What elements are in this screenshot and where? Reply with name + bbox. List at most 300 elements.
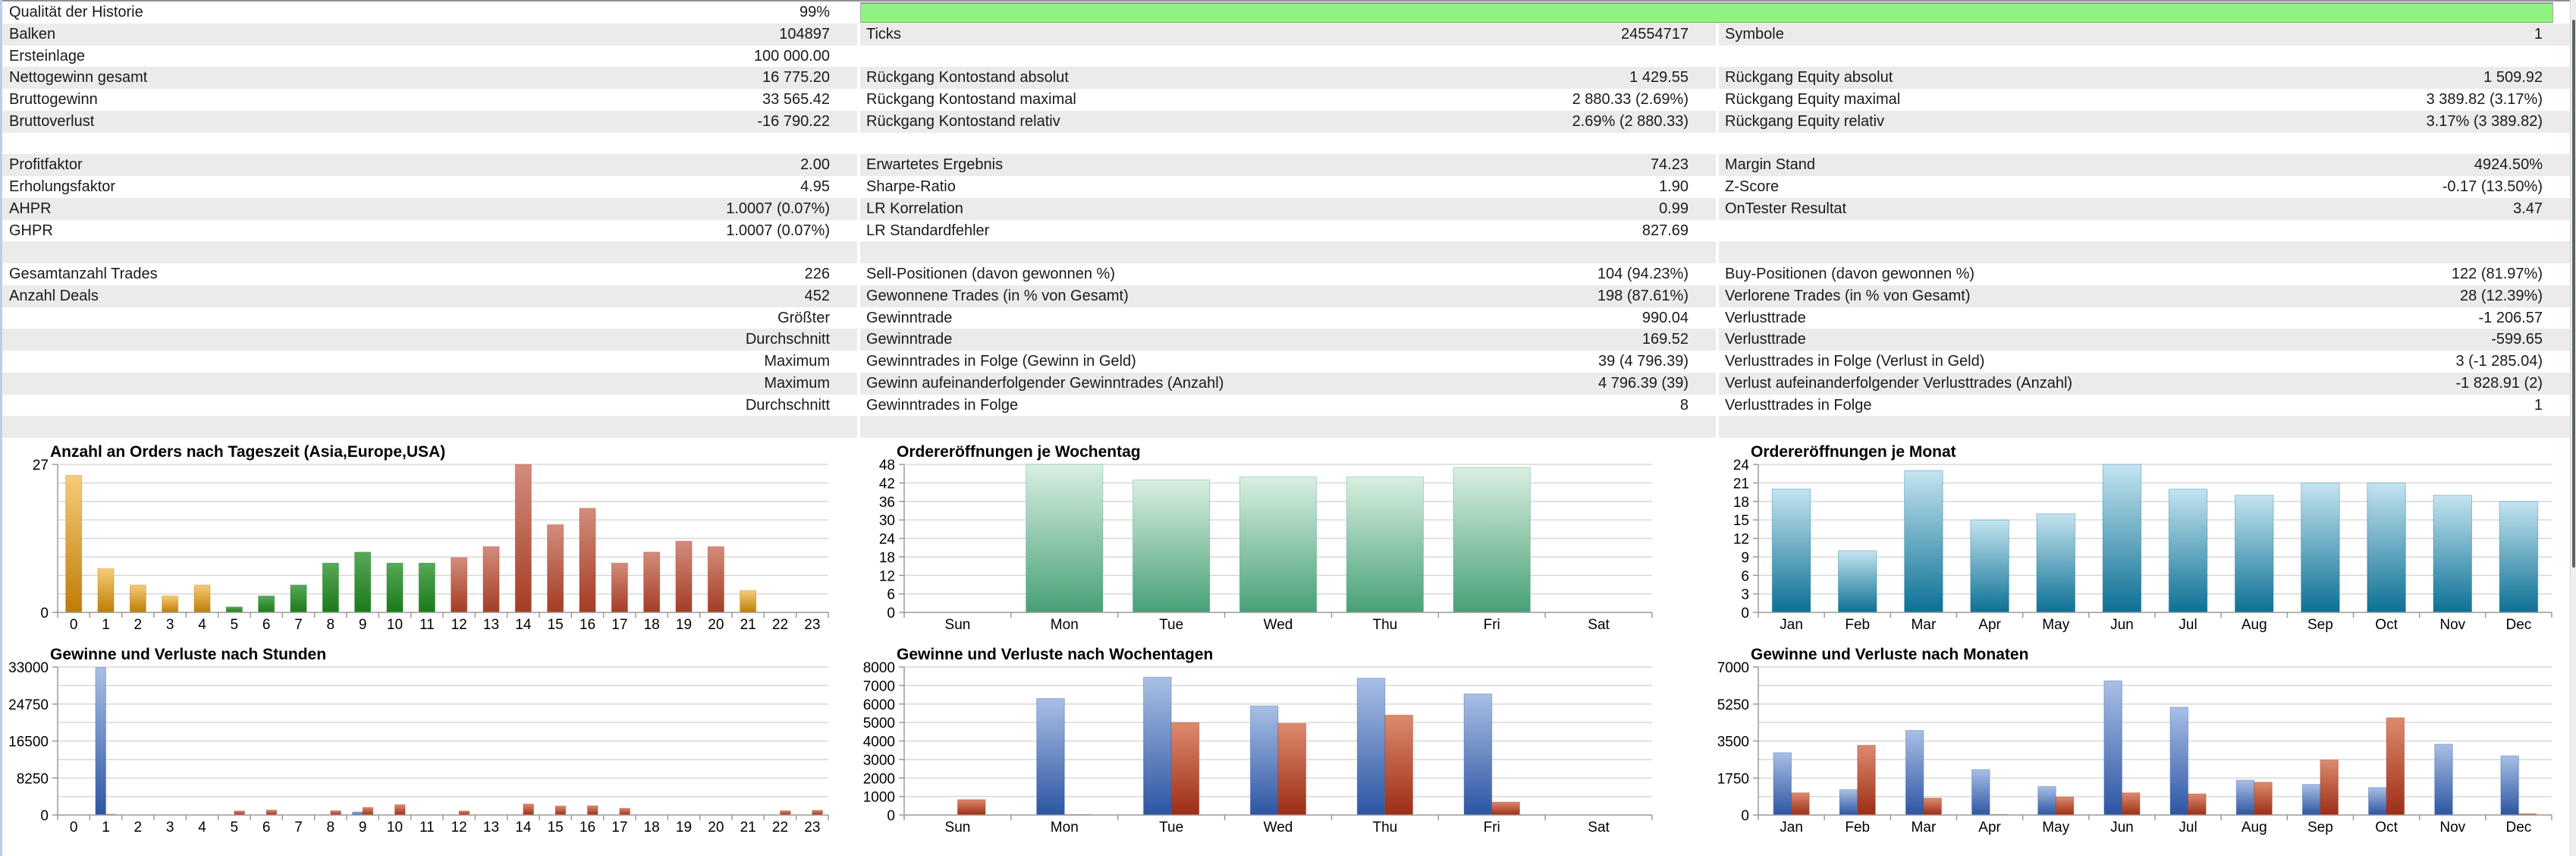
stat-label: Rückgang Equity absolut: [1725, 69, 1893, 87]
x-category-label: 21: [740, 617, 756, 633]
x-category-label: Dec: [2505, 820, 2532, 836]
bar-orders-4: [194, 585, 210, 612]
bar-verluste-Thu: [1385, 715, 1413, 815]
bar-verluste-8: [331, 810, 341, 815]
stat-label: Nettogewinn gesamt: [9, 69, 148, 87]
y-tick-label: 48: [878, 458, 895, 474]
bar-orders-9: [355, 552, 371, 612]
stat-label: Gesamtanzahl Trades: [9, 266, 158, 282]
stat-label: Symbole: [1725, 25, 1784, 42]
bar-verluste-22: [781, 810, 791, 815]
stat-label: OnTester Resultat: [1725, 200, 1847, 217]
x-category-label: Sep: [2307, 617, 2333, 633]
y-tick-label: 0: [40, 808, 49, 824]
x-category-label: Sat: [1588, 820, 1610, 836]
bar-orders-May: [2037, 514, 2075, 612]
stat-label: Qualität der Historie: [9, 4, 143, 20]
stat-cell: [857, 373, 1716, 395]
x-category-label: Thu: [1372, 617, 1398, 633]
stat-value: 104 (94.23%): [1597, 266, 1689, 282]
bar-orders-11: [419, 563, 435, 612]
stat-cell: [0, 46, 857, 68]
bar-orders-16: [580, 508, 595, 612]
scrollbar-thumb[interactable]: [2572, 20, 2575, 568]
bar-orders-Aug: [2235, 496, 2273, 612]
x-category-label: Mar: [1911, 617, 1937, 633]
stat-cell: [1716, 46, 2570, 68]
y-tick-label: 8250: [16, 771, 49, 788]
bar-orders-Jul: [2169, 489, 2207, 613]
stat-value: 1: [2534, 25, 2543, 42]
chart-title: Gewinne und Verluste nach Monaten: [1751, 647, 2029, 663]
bar-verluste-Jan: [1792, 793, 1810, 815]
stat-value: Durchschnitt: [745, 396, 830, 414]
y-tick-label: 8000: [862, 660, 895, 676]
x-category-label: Tue: [1159, 820, 1184, 836]
x-category-label: 1: [102, 820, 110, 836]
y-tick-label: 24750: [8, 697, 49, 713]
stat-cell: [1716, 89, 2570, 111]
stat-label: LR Korrelation: [866, 200, 963, 217]
bar-gewinne-Jan: [1773, 753, 1792, 815]
stat-value: 3.47: [2513, 200, 2543, 217]
x-category-label: Wed: [1263, 820, 1293, 836]
x-category-label: 20: [708, 820, 724, 836]
x-category-label: Feb: [1845, 617, 1871, 633]
x-category-label: Apr: [1978, 617, 2001, 633]
x-category-label: Sun: [944, 820, 971, 836]
stat-value: 1.90: [1659, 178, 1689, 195]
x-category-label: Fri: [1483, 820, 1500, 836]
stat-cell: [1716, 24, 2570, 46]
stat-label: Sell-Positionen (davon gewonnen %): [866, 266, 1115, 282]
vertical-scrollbar[interactable]: [2570, 0, 2576, 856]
stat-cell: [857, 89, 1716, 111]
y-tick-label: 3: [1741, 587, 1749, 603]
x-category-label: 12: [451, 820, 467, 836]
stat-cell: [1716, 351, 2570, 373]
bar-gewinne-Apr: [1972, 769, 1990, 815]
stat-cell: [857, 241, 1716, 263]
bar-orders-0: [66, 475, 82, 612]
stat-value: 226: [804, 266, 830, 282]
stat-label: Gewinntrades in Folge (Gewinn in Geld): [866, 353, 1136, 370]
bar-orders-10: [387, 563, 403, 612]
x-category-label: Jun: [2110, 820, 2134, 836]
bar-verluste-14: [523, 804, 534, 815]
bar-gewinne-1: [96, 668, 106, 815]
stat-cell: [0, 198, 857, 220]
chart-title: Ordereröffnungen je Monat: [1751, 444, 1956, 461]
bar-orders-20: [708, 546, 724, 612]
x-category-label: 14: [515, 820, 532, 836]
stat-cell: [0, 111, 857, 133]
bar-orders-21: [740, 590, 756, 612]
bar-orders-Sep: [2301, 483, 2340, 612]
stat-cell: [857, 307, 1716, 329]
bar-orders-12: [451, 558, 467, 612]
stat-label: Gewinntrade: [866, 331, 953, 348]
stat-cell: [0, 395, 857, 417]
stat-value: 3 (-1 285.04): [2455, 353, 2543, 370]
stat-cell: [857, 285, 1716, 307]
stat-cell: [857, 176, 1716, 198]
stat-cell: [1716, 67, 2570, 89]
y-tick-label: 27: [32, 458, 49, 474]
y-tick-label: 5250: [1717, 697, 1749, 713]
window-top-border: [0, 0, 2576, 2]
x-category-label: 5: [230, 820, 239, 836]
stat-cell: [0, 67, 857, 89]
bar-gewinne-Wed: [1250, 706, 1278, 815]
stat-value: 104897: [779, 25, 830, 42]
x-category-label: Mon: [1050, 820, 1079, 836]
x-category-label: 8: [326, 820, 335, 836]
bar-orders-3: [162, 596, 178, 612]
stat-cell: [1716, 241, 2570, 263]
bar-verluste-Sep: [2320, 760, 2339, 815]
stat-cell: [857, 416, 1716, 438]
x-category-label: 8: [326, 617, 335, 633]
stat-value: 452: [804, 287, 830, 304]
stat-cell: [857, 24, 1716, 46]
bar-orders-Mar: [1905, 470, 1943, 612]
stat-cell: [1716, 111, 2570, 133]
y-tick-label: 3000: [862, 752, 895, 769]
chart-title: Anzahl an Orders nach Tageszeit (Asia,Europe,USA): [50, 444, 446, 461]
x-category-label: Fri: [1483, 617, 1500, 633]
stat-label: GHPR: [9, 222, 53, 239]
bar-gewinne-Sep: [2302, 785, 2320, 815]
bar-verluste-5: [234, 811, 245, 815]
bar-orders-17: [611, 563, 627, 612]
bar-gewinne-Jun: [2104, 681, 2122, 815]
stat-cell: [1716, 133, 2570, 155]
x-category-label: 2: [134, 617, 143, 633]
chart-profit-loss-by-weekday: [857, 647, 1658, 842]
x-category-label: 15: [547, 820, 564, 836]
x-category-label: Jan: [1780, 617, 1803, 633]
stat-label: Buy-Positionen (davon gewonnen %): [1725, 266, 1975, 282]
bar-gewinne-Nov: [2435, 744, 2453, 815]
stat-label: Erholungsfaktor: [9, 178, 116, 195]
stat-value: 39 (4 796.39): [1598, 353, 1689, 370]
chart-title: Ordereröffnungen je Wochentag: [897, 444, 1141, 461]
x-category-label: Aug: [2241, 820, 2267, 836]
bar-orders-7: [291, 585, 306, 612]
stat-cell: [1716, 176, 2570, 198]
y-tick-label: 12: [1733, 531, 1749, 548]
bar-orders-8: [322, 563, 338, 612]
stat-cell: [1716, 285, 2570, 307]
x-category-label: Aug: [2241, 617, 2267, 633]
stat-value: 198 (87.61%): [1597, 287, 1689, 304]
chart-profit-loss-by-hour: [0, 647, 834, 842]
stat-cell: [0, 263, 857, 285]
x-category-label: Apr: [1978, 820, 2001, 836]
stat-value: 100 000.00: [753, 47, 830, 65]
bar-gewinne-Fri: [1464, 694, 1492, 815]
stat-cell: [0, 24, 857, 46]
stat-cell: [0, 154, 857, 176]
stat-cell: [0, 2, 857, 24]
stat-label: Anzahl Deals: [9, 287, 99, 304]
y-tick-label: 1750: [1717, 771, 1749, 788]
x-category-label: 22: [771, 820, 789, 836]
x-category-label: Jun: [2110, 617, 2134, 633]
stat-value: Maximum: [764, 353, 830, 370]
stat-label: Gewinntrades in Folge: [866, 396, 1019, 414]
x-category-label: 11: [419, 617, 435, 633]
x-category-label: 0: [69, 617, 78, 633]
x-category-label: 3: [165, 617, 174, 633]
x-category-label: 9: [358, 617, 367, 633]
stat-value: 4924.50%: [2474, 156, 2543, 174]
stat-value: 2 880.33 (2.69%): [1572, 91, 1689, 108]
bar-orders-Thu: [1346, 477, 1423, 612]
y-tick-label: 0: [887, 808, 895, 824]
bar-orders-Mon: [1026, 464, 1103, 612]
y-tick-label: 6: [1741, 568, 1749, 585]
x-category-label: 14: [515, 617, 532, 633]
stat-label: Z-Score: [1725, 178, 1780, 195]
x-category-label: 20: [708, 617, 724, 633]
chart-title: Gewinne und Verluste nach Wochentagen: [897, 647, 1214, 663]
bar-verluste-9: [363, 807, 373, 815]
bar-verluste-12: [459, 811, 470, 815]
bar-gewinne-Oct: [2369, 788, 2387, 815]
stat-cell: [0, 329, 857, 351]
x-category-label: 19: [675, 820, 693, 836]
y-tick-label: 42: [878, 476, 895, 493]
bar-verluste-23: [812, 810, 823, 815]
bar-verluste-17: [620, 808, 630, 815]
x-category-label: Dec: [2505, 617, 2532, 633]
x-category-label: 3: [165, 820, 174, 836]
stat-label: Rückgang Equity relativ: [1725, 112, 1885, 130]
x-category-label: 22: [771, 617, 789, 633]
stat-cell: [0, 220, 857, 242]
stat-value: 2.00: [800, 156, 830, 174]
x-category-label: 17: [611, 617, 628, 633]
bar-orders-6: [259, 596, 275, 612]
x-category-label: Nov: [2439, 617, 2466, 633]
y-tick-label: 1000: [862, 789, 895, 806]
stat-label: Gewonnene Trades (in % von Gesamt): [866, 287, 1129, 304]
bar-orders-Apr: [1971, 520, 2009, 612]
stat-label: Verlusttrade: [1725, 309, 1806, 326]
stat-cell: [1716, 198, 2570, 220]
stat-label: LR Standardfehler: [866, 222, 990, 239]
stat-label: Sharpe-Ratio: [866, 178, 956, 195]
stat-value: 16 775.20: [762, 69, 830, 87]
bar-verluste-15: [555, 806, 566, 815]
stat-cell: [1716, 154, 2570, 176]
stat-label: Erwartetes Ergebnis: [866, 156, 1004, 174]
bar-orders-Oct: [2367, 483, 2406, 612]
x-category-label: 2: [134, 820, 143, 836]
x-category-label: 6: [262, 820, 271, 836]
y-tick-label: 24: [878, 531, 895, 548]
stat-value: 28 (12.39%): [2460, 287, 2543, 304]
y-tick-label: 33000: [8, 660, 49, 676]
stat-cell: [857, 154, 1716, 176]
bar-orders-Feb: [1838, 551, 1877, 612]
stat-label: Ersteinlage: [9, 47, 86, 65]
x-category-label: Jul: [2179, 617, 2197, 633]
x-category-label: 18: [643, 617, 660, 633]
bar-gewinne-Dec: [2501, 756, 2519, 815]
x-category-label: May: [2042, 820, 2070, 836]
stat-cell: [0, 176, 857, 198]
chart-orders-by-hour: [0, 444, 834, 640]
x-category-label: 18: [643, 820, 660, 836]
stat-label: Ticks: [866, 25, 901, 42]
y-tick-label: 0: [40, 606, 49, 622]
stat-value: 24554717: [1621, 25, 1689, 42]
stat-value: 1 429.55: [1629, 69, 1689, 87]
y-tick-label: 0: [887, 606, 895, 622]
stat-value: -1 206.57: [2478, 309, 2543, 326]
stat-value: 3 389.82 (3.17%): [2426, 91, 2543, 108]
stat-label: Gewinn aufeinanderfolgender Gewinntrades (Anzahl): [866, 374, 1224, 392]
bar-verluste-Jul: [2188, 794, 2207, 815]
y-tick-label: 16500: [8, 734, 49, 751]
stat-cell: [0, 89, 857, 111]
chart-orders-by-weekday: [857, 444, 1658, 640]
x-category-label: 4: [198, 820, 206, 836]
bar-verluste-Aug: [2254, 782, 2273, 815]
stat-cell: [857, 111, 1716, 133]
stat-label: Verlusttrade: [1725, 331, 1806, 348]
history-quality-bar-cell: [857, 2, 2570, 24]
y-tick-label: 6000: [862, 697, 895, 713]
stat-cell: [0, 133, 857, 155]
x-category-label: 23: [804, 617, 821, 633]
bar-verluste-Tue: [1171, 722, 1199, 815]
bar-verluste-6: [266, 810, 277, 816]
x-category-label: 10: [386, 617, 404, 633]
stat-label: Verlusttrades in Folge (Verlust in Geld): [1725, 353, 1985, 370]
bar-orders-2: [130, 585, 146, 612]
bar-orders-Fri: [1453, 467, 1530, 612]
bar-gewinne-Mon: [1037, 698, 1065, 815]
stat-value: 1 509.92: [2483, 69, 2543, 87]
y-tick-label: 30: [878, 513, 895, 530]
x-category-label: 5: [230, 617, 239, 633]
x-category-label: Oct: [2375, 820, 2398, 836]
y-tick-label: 15: [1733, 513, 1749, 530]
stat-value: -16 790.22: [757, 112, 830, 130]
stat-cell: [857, 395, 1716, 417]
x-category-label: 9: [358, 820, 367, 836]
y-tick-label: 21: [1733, 476, 1749, 493]
stat-cell: [857, 198, 1716, 220]
stat-label: Margin Stand: [1725, 156, 1815, 174]
stat-label: Verlorene Trades (in % von Gesamt): [1725, 287, 1971, 304]
x-category-label: 7: [294, 820, 303, 836]
stat-value: 827.69: [1641, 222, 1689, 239]
bar-verluste-Sun: [957, 800, 985, 815]
x-category-label: Sep: [2307, 820, 2333, 836]
x-category-label: 1: [102, 617, 110, 633]
bar-verluste-Mar: [1924, 798, 1942, 815]
y-tick-label: 24: [1733, 458, 1749, 474]
x-category-label: 23: [804, 820, 821, 836]
x-category-label: 21: [740, 820, 756, 836]
statistics-table: [0, 2, 2570, 438]
stat-value: Durchschnitt: [745, 331, 830, 348]
stat-cell: [1716, 329, 2570, 351]
bar-gewinne-Feb: [1839, 790, 1858, 815]
stat-value: 122 (81.97%): [2451, 266, 2543, 282]
x-category-label: Wed: [1263, 617, 1293, 633]
bar-verluste-May: [2056, 797, 2074, 815]
y-tick-label: 6: [887, 587, 895, 603]
bar-verluste-Wed: [1278, 723, 1306, 815]
stat-cell: [0, 351, 857, 373]
y-tick-label: 12: [878, 568, 895, 585]
x-category-label: Jan: [1780, 820, 1803, 836]
x-category-label: 4: [198, 617, 206, 633]
stat-cell: [857, 67, 1716, 89]
bar-gewinne-Thu: [1357, 678, 1385, 815]
stat-value: 1: [2534, 396, 2543, 414]
bar-orders-Nov: [2433, 496, 2472, 612]
stat-cell: [0, 241, 857, 263]
stat-label: Gewinntrade: [866, 309, 953, 326]
x-category-label: Mon: [1050, 617, 1079, 633]
stat-value: 33 565.42: [762, 91, 830, 108]
bar-orders-Jun: [2103, 464, 2141, 612]
x-category-label: 11: [419, 820, 435, 836]
stat-label: Verlust aufeinanderfolgender Verlusttrades (Anzahl): [1725, 374, 2073, 392]
y-tick-label: 7000: [862, 678, 895, 695]
x-category-label: 16: [579, 617, 596, 633]
stat-cell: [1716, 416, 2570, 438]
stat-label: Rückgang Kontostand absolut: [866, 69, 1069, 87]
x-category-label: 7: [294, 617, 303, 633]
stat-value: 169.52: [1641, 331, 1689, 348]
x-category-label: Nov: [2439, 820, 2466, 836]
bar-gewinne-Tue: [1144, 677, 1172, 815]
stat-cell: [857, 46, 1716, 68]
stat-cell: [0, 373, 857, 395]
stat-value: 2.69% (2 880.33): [1572, 112, 1689, 130]
bar-gewinne-Aug: [2236, 780, 2254, 815]
x-category-label: 6: [262, 617, 271, 633]
y-tick-label: 4000: [862, 734, 895, 751]
y-tick-label: 36: [878, 494, 895, 511]
x-category-label: Sat: [1588, 617, 1610, 633]
y-tick-label: 18: [1733, 494, 1749, 511]
stat-value: 1.0007 (0.07%): [726, 200, 830, 217]
bar-verluste-Feb: [1858, 745, 1876, 815]
x-category-label: 0: [69, 820, 78, 836]
x-category-label: 10: [386, 820, 404, 836]
bar-gewinne-May: [2038, 786, 2056, 815]
y-tick-label: 9: [1741, 549, 1749, 566]
y-tick-label: 2000: [862, 771, 895, 788]
stat-cell: [1716, 263, 2570, 285]
bar-verluste-Fri: [1492, 802, 1520, 815]
stat-label: Rückgang Equity maximal: [1725, 91, 1901, 108]
stat-label: Rückgang Kontostand maximal: [866, 91, 1076, 108]
stat-label: Bruttoverlust: [9, 112, 95, 130]
y-tick-label: 18: [878, 549, 895, 566]
stat-value: -599.65: [2491, 331, 2543, 348]
stat-value: 4 796.39 (39): [1598, 374, 1689, 392]
